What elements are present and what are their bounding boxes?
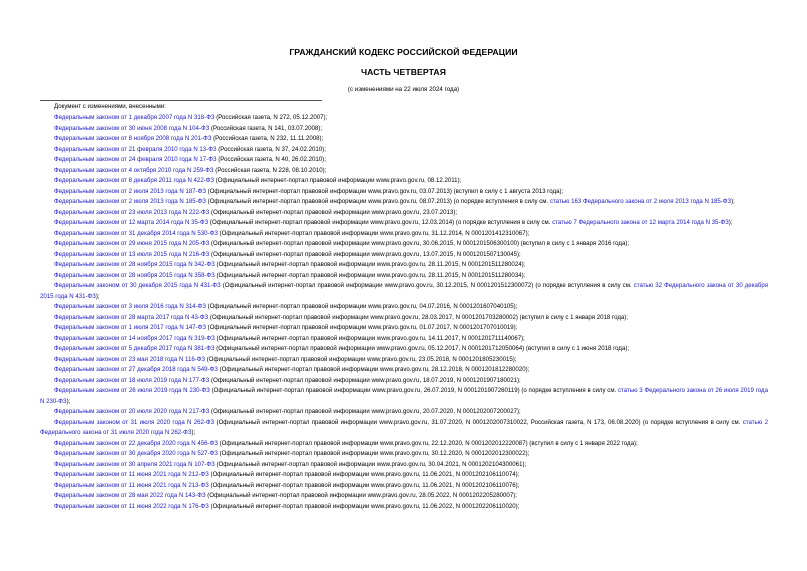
amendment-law-link[interactable]: Федеральным законом от 30 декабря 2015 года N 431-ФЗ: [54, 282, 221, 289]
amendment-law-link[interactable]: Федеральным законом от 1 июля 2017 года N 147-ФЗ: [54, 324, 206, 331]
amendment-law-link[interactable]: Федеральным законом от 30 июня 2008 года N 104-ФЗ: [54, 124, 210, 132]
amendment-item: [40, 155, 768, 166]
amendment-source-text: (Российская газета, N 272, 05.12.2007);: [214, 114, 328, 121]
amendments-list: [40, 113, 768, 512]
amendment-item: [40, 355, 768, 366]
amendment-item: [40, 260, 768, 271]
amendment-item: [40, 460, 768, 471]
amendment-item: [40, 365, 768, 376]
amendment-item: [40, 313, 768, 324]
amendment-item: [40, 187, 768, 198]
amendment-source-text: (Официальный интернет-портал правовой информации www.pravo.gov.ru, 05.12.2017, N 0001201712050064) (вступил в силу с 1 июня 2018 года);: [214, 345, 630, 352]
amendment-law-link[interactable]: Федеральным законом от 8 декабря 2011 года N 422-ФЗ: [54, 177, 215, 184]
amendment-source-text: (Официальный интернет-портал правовой информации www.pravo.gov.ru, 08.07.2013) (о порядке вступления в силу см.: [205, 198, 550, 205]
amendment-law-link[interactable]: Федеральным законом от 31 декабря 2014 года N 530-ФЗ: [54, 229, 218, 237]
amendment-law-link[interactable]: Федеральным законом от 12 марта 2014 года N 35-ФЗ: [54, 219, 209, 226]
effective-date-article-link[interactable]: статью 163 Федерального закона от 2 июля 2013 года N 185-ФЗ: [549, 198, 732, 205]
amendment-item: [40, 386, 768, 407]
amendments-intro: Документ с изменениями, внесенными:: [54, 103, 166, 110]
amendment-item: [40, 239, 768, 250]
amendment-source-text: (Официальный интернет-портал правовой информации www.pravo.gov.ru, 30.06.2015, N 0001201506300100) (вступил в силу с 1 января 2016 года);: [209, 240, 630, 247]
amendment-law-link[interactable]: Федеральным законом от 28 ноября 2015 года N 358-ФЗ: [54, 271, 215, 279]
amendment-item: [40, 124, 768, 135]
header-divider: [40, 100, 322, 101]
amendment-law-link[interactable]: Федеральным законом от 20 июля 2020 года N 217-ФЗ: [54, 408, 210, 415]
amendment-source-text: (Официальный интернет-портал правовой информации www.pravo.gov.ru, 28.11.2015, N 0001201511280024);: [214, 261, 526, 268]
amendment-law-link[interactable]: Федеральным законом от 8 ноября 2008 года N 201-ФЗ: [54, 135, 212, 142]
amendment-law-link[interactable]: Федеральным законом от 21 февраля 2010 года N 13-ФЗ: [54, 145, 217, 153]
amendment-item: [40, 113, 768, 124]
amendment-law-link[interactable]: Федеральным законом от 31 июля 2020 года N 262-ФЗ: [54, 418, 215, 426]
amendment-source-text: (Официальный интернет-портал правовой информации www.pravo.gov.ru, 23.07.2013);: [209, 208, 458, 216]
amendment-source-text: (Официальный интернет-портал правовой информации www.pravo.gov.ru, 14.11.2017, N 0001201711140067);: [214, 334, 525, 342]
amendment-law-link[interactable]: Федеральным законом от 18 июля 2019 года N 177-ФЗ: [54, 376, 210, 384]
amendment-item: [40, 302, 768, 313]
amendment-source-text: (Официальный интернет-портал правовой информации www.pravo.gov.ru, 26.07.2019, N 0001201907260119) (о порядке вступления в силу см.: [209, 387, 618, 394]
amendment-source-text: (Официальный интернет-портал правовой информации www.pravo.gov.ru, 28.03.2017, N 0001201703280002) (вступил в силу с 1 января 2018 года);: [208, 313, 629, 321]
amendment-source-text: (Официальный интернет-портал правовой информации www.pravo.gov.ru, 30.04.2021, N 0001202104300061);: [214, 460, 527, 468]
amendment-item: [40, 449, 768, 460]
amendment-source-text: (Официальный интернет-портал правовой информации www.pravo.gov.ru, 08.12.2011);: [214, 177, 462, 184]
amendment-item: [40, 470, 768, 481]
amendment-source-text: (Официальный интернет-портал правовой информации www.pravo.gov.ru, 03.07.2013) (вступил в силу с 1 августа 2013 года);: [205, 187, 564, 195]
amendment-source-text: (Официальный интернет-портал правовой информации www.pravo.gov.ru, 30.12.2015, N 0001201512300072) (о порядке вступления в силу см.: [220, 282, 634, 289]
amendment-item: [40, 344, 768, 355]
amendment-law-link[interactable]: Федеральным законом от 26 июля 2019 года N 230-ФЗ: [54, 387, 210, 394]
amendment-item: [40, 407, 768, 418]
amendment-item: [40, 229, 768, 240]
amendment-source-text: (Российская газета, N 232, 11.11.2008);: [211, 135, 324, 142]
amendment-item: [40, 334, 768, 345]
effective-date-article-link[interactable]: статью 3 Федерального закона от 26 июля 2019 года N 230-ФЗ: [40, 387, 768, 405]
amendment-item: [40, 208, 768, 219]
amendment-source-text: (Российская газета, N 37, 24.02.2010);: [216, 145, 326, 153]
amendment-source-text: (Официальный интернет-портал правовой информации www.pravo.gov.ru, 28.05.2022, N 0001202205280007);: [205, 492, 517, 499]
amendment-source-text: (Официальный интернет-портал правовой информации www.pravo.gov.ru, 18.07.2019, N 0001201907180021);: [209, 376, 521, 384]
amendment-law-link[interactable]: Федеральным законом от 27 декабря 2018 года N 549-ФЗ: [54, 366, 218, 373]
document-title: ГРАЖДАНСКИЙ КОДЕКС РОССИЙСКОЙ ФЕДЕРАЦИИ: [289, 47, 518, 57]
effective-date-article-link[interactable]: статью 32 Федерального закона от 30 декабря 2015 года N 431-ФЗ: [40, 282, 768, 300]
amendment-law-link[interactable]: Федеральным законом от 28 ноября 2015 года N 342-ФЗ: [54, 261, 215, 268]
amendment-source-text: (Официальный интернет-портал правовой информации www.pravo.gov.ru, 01.07.2017, N 0001201707010019);: [205, 324, 518, 331]
amendment-law-link[interactable]: Федеральным законом от 30 апреля 2021 года N 107-ФЗ: [54, 460, 215, 468]
amendment-law-link[interactable]: Федеральным законом от 3 июля 2016 года N 314-ФЗ: [54, 303, 206, 310]
amendment-source-text: (Официальный интернет-портал правовой информации www.pravo.gov.ru, 28.12.2018, N 0001201812280020);: [217, 366, 530, 373]
amendment-law-link[interactable]: Федеральным законом от 2 июля 2013 года N 185-ФЗ: [54, 198, 206, 205]
amendment-law-link[interactable]: Федеральным законом от 30 декабря 2020 года N 527-ФЗ: [54, 450, 218, 457]
amendment-law-link[interactable]: Федеральным законом от 1 декабря 2007 года N 318-ФЗ: [54, 114, 215, 121]
amendment-item: [40, 281, 768, 302]
amendment-item: [40, 418, 768, 439]
amendment-source-text: (Официальный интернет-портал правовой информации www.pravo.gov.ru, 11.06.2021, N 0001202106110076);: [208, 481, 520, 489]
amendment-source-text: (Официальный интернет-портал правовой информации www.pravo.gov.ru, 12.03.2014) (о порядке вступления в силу см.: [208, 219, 553, 226]
amendment-item: [40, 176, 768, 187]
amendment-tail-text: );: [731, 198, 735, 205]
amendment-law-link[interactable]: Федеральным законом от 28 марта 2017 года N 43-ФЗ: [54, 313, 209, 321]
amendment-item: [40, 491, 768, 502]
amendment-item: [40, 218, 768, 229]
amendment-source-text: (Российская газета, N 40, 26.02.2010);: [216, 156, 326, 163]
amendment-item: [40, 134, 768, 145]
amendment-law-link[interactable]: Федеральным законом от 29 июня 2015 года N 205-ФЗ: [54, 240, 210, 247]
amendment-law-link[interactable]: Федеральным законом от 5 декабря 2017 года N 381-ФЗ: [54, 345, 215, 352]
amendment-law-link[interactable]: Федеральным законом от 22 декабря 2020 года N 456-ФЗ: [54, 439, 218, 447]
amendment-item: [40, 250, 768, 261]
amendment-source-text: (Официальный интернет-портал правовой информации www.pravo.gov.ru, 28.11.2015, N 0001201511280034);: [214, 271, 526, 279]
amendment-item: [40, 145, 768, 156]
amendment-law-link[interactable]: Федеральным законом от 11 июня 2021 года N 213-ФЗ: [54, 481, 209, 489]
revision-note: (с изменениями на 22 июля 2024 года): [347, 86, 460, 93]
amendment-item: [40, 271, 768, 282]
amendment-item: [40, 197, 768, 208]
amendment-law-link[interactable]: Федеральным законом от 11 июня 2021 года N 212-ФЗ: [54, 471, 209, 478]
amendment-law-link[interactable]: Федеральным законом от 24 февраля 2010 года N 17-ФЗ: [54, 156, 217, 163]
amendment-item: [40, 502, 768, 513]
amendment-law-link[interactable]: Федеральным законом от 14 ноября 2017 года N 319-ФЗ: [54, 334, 215, 342]
amendment-source-text: (Официальный интернет-портал правовой информации www.pravo.gov.ru, 23.05.2018, N 0001201805230015);: [205, 355, 517, 363]
amendment-item: [40, 481, 768, 492]
effective-date-article-link[interactable]: статью 7 Федерального закона от 12 марта 2014 года N 35-ФЗ: [552, 219, 729, 226]
amendment-source-text: (Официальный интернет-портал правовой информации www.pravo.gov.ru, 13.07.2015, N 0001201507130045);: [209, 250, 521, 258]
amendment-tail-text: );: [728, 219, 733, 226]
amendment-law-link[interactable]: Федеральным законом от 4 октября 2010 года N 259-ФЗ: [54, 166, 214, 174]
amendment-source-text: (Официальный интернет-портал правовой информации www.pravo.gov.ru, 11.06.2022, N 0001202206110020);: [208, 502, 520, 510]
amendment-source-text: (Официальный интернет-портал правовой информации www.pravo.gov.ru, 31.12.2014, N 0001201412310067);: [217, 229, 530, 237]
amendment-law-link[interactable]: Федеральным законом от 2 июля 2013 года N 187-ФЗ: [54, 187, 206, 195]
amendment-law-link[interactable]: Федеральным законом от 13 июля 2015 года N 216-ФЗ: [54, 250, 210, 258]
amendment-item: [40, 323, 768, 334]
amendment-law-link[interactable]: Федеральным законом от 28 мая 2022 года N 143-ФЗ: [54, 492, 206, 499]
amendment-source-text: (Российская газета, N 228, 08.10.2010);: [213, 166, 327, 174]
amendment-law-link[interactable]: Федеральным законом от 23 июля 2013 года N 222-ФЗ: [54, 208, 210, 216]
amendment-source-text: (Официальный интернет-портал правовой информации www.pravo.gov.ru, 31.07.2020, N 0001202007310022, Российская газета, N 173, 06.08.2020) (о порядке вступления в силу см.: [214, 418, 743, 426]
amendment-law-link[interactable]: Федеральным законом от 23 мая 2018 года N 116-ФЗ: [54, 355, 206, 363]
amendment-item: [40, 439, 768, 450]
amendment-source-text: (Официальный интернет-портал правовой информации www.pravo.gov.ru, 11.06.2021, N 0001202106110074);: [208, 471, 520, 478]
amendment-source-text: (Российская газета, N 141, 03.07.2008);: [209, 124, 323, 132]
document-part: ЧАСТЬ ЧЕТВЕРТАЯ: [360, 67, 446, 77]
amendment-source-text: (Официальный интернет-портал правовой информации www.pravo.gov.ru, 04.07.2016, N 0001201607040105);: [205, 303, 518, 310]
amendment-source-text: (Официальный интернет-портал правовой информации www.pravo.gov.ru, 20.07.2020, N 0001202007200027);: [209, 408, 521, 415]
amendment-tail-text: );: [95, 292, 100, 300]
amendment-law-link[interactable]: Федеральным законом от 11 июня 2022 года N 176-ФЗ: [54, 502, 209, 510]
amendment-item: [40, 166, 768, 177]
amendment-item: [40, 376, 768, 387]
amendment-source-text: (Официальный интернет-портал правовой информации www.pravo.gov.ru, 22.12.2020, N 0001202012220087) (вступил в силу с 1 января 2022 года);: [217, 439, 638, 447]
amendment-tail-text: );: [191, 429, 196, 436]
effective-date-article-link[interactable]: статью 2 Федерального закона от 31 июля 2020 года N 262-ФЗ: [40, 418, 768, 436]
amendment-source-text: (Официальный интернет-портал правовой информации www.pravo.gov.ru, 30.12.2020, N 0001202012300022);: [217, 450, 530, 457]
amendment-tail-text: );: [66, 397, 71, 405]
